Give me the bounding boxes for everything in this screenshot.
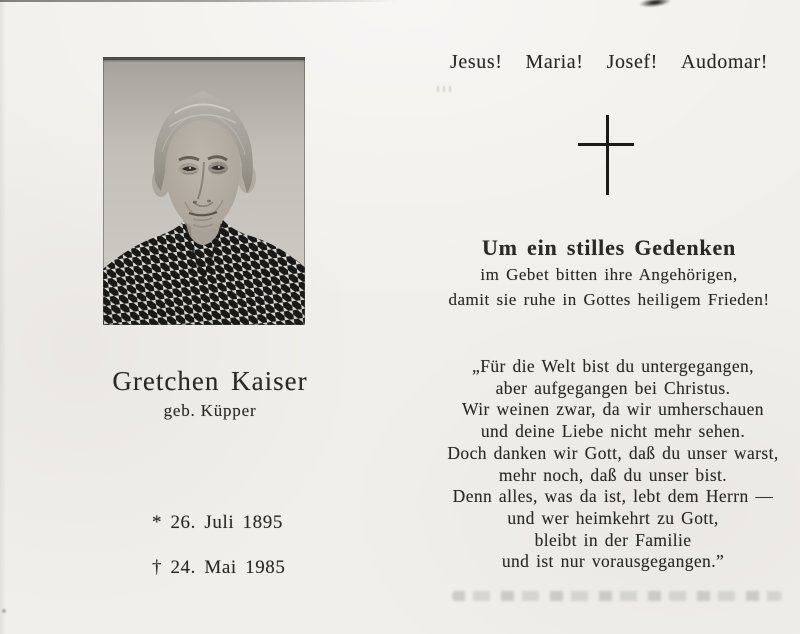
invocation-word-jesus: Jesus! [450,51,503,73]
poem-line: aber aufgegangen bei Christus. [495,377,731,398]
poem-line: Denn alles, was da ist, lebt dem Herrn — [452,486,774,507]
poem-line: Doch danken wir Gott, daß du unser warst, [447,442,779,463]
poem-line: und ist nur vorausgegangen.” [501,551,725,572]
poem-line: bleibt in der Familie [534,529,692,550]
portrait-photo [103,57,305,325]
scan-speck [437,86,453,92]
poem-line: und wer heimkehrt zu Gott, [507,507,719,528]
cross-horizontal-bar [578,143,634,146]
poem-line: und deine Liebe nicht mehr sehen. [480,421,746,442]
scan-speck [2,609,6,613]
invocation-word-audomar: Audomar! [680,51,768,73]
invocation-line [450,51,768,74]
maiden-name: geb. Küpper [163,401,257,420]
scan-smudge [639,0,672,9]
cross-icon [560,110,655,202]
remembrance-block [420,234,798,312]
portrait-photo-image [103,57,305,325]
remembrance-heading: Um ein stilles Gedenken [481,235,737,260]
poem-line: mehr noch, daß du unser bist. [498,464,728,485]
dedication-line: im Gebet bitten ihre Angehörigen, [480,265,738,284]
dedication-line: damit sie ruhe in Gottes heiligem Frieden! [448,290,770,309]
cross-vertical-bar [606,115,609,195]
death-date: † 24. Mai 1985 [152,557,286,578]
scan-edge-shade [0,0,6,634]
poem-line: „Für die Welt bist du untergegangen, [472,356,754,376]
memorial-poem [423,356,800,573]
poem-line: Wir weinen zwar, da wir umherschauen [462,399,764,420]
scan-edge-line [0,0,398,2]
deceased-name: Gretchen Kaiser [112,366,308,396]
invocation-word-josef: Josef! [606,51,658,73]
scan-bleed-through [452,591,782,601]
life-dates [152,512,286,579]
invocation-word-maria: Maria! [525,51,584,73]
birth-date: * 26. Juli 1895 [152,512,283,533]
